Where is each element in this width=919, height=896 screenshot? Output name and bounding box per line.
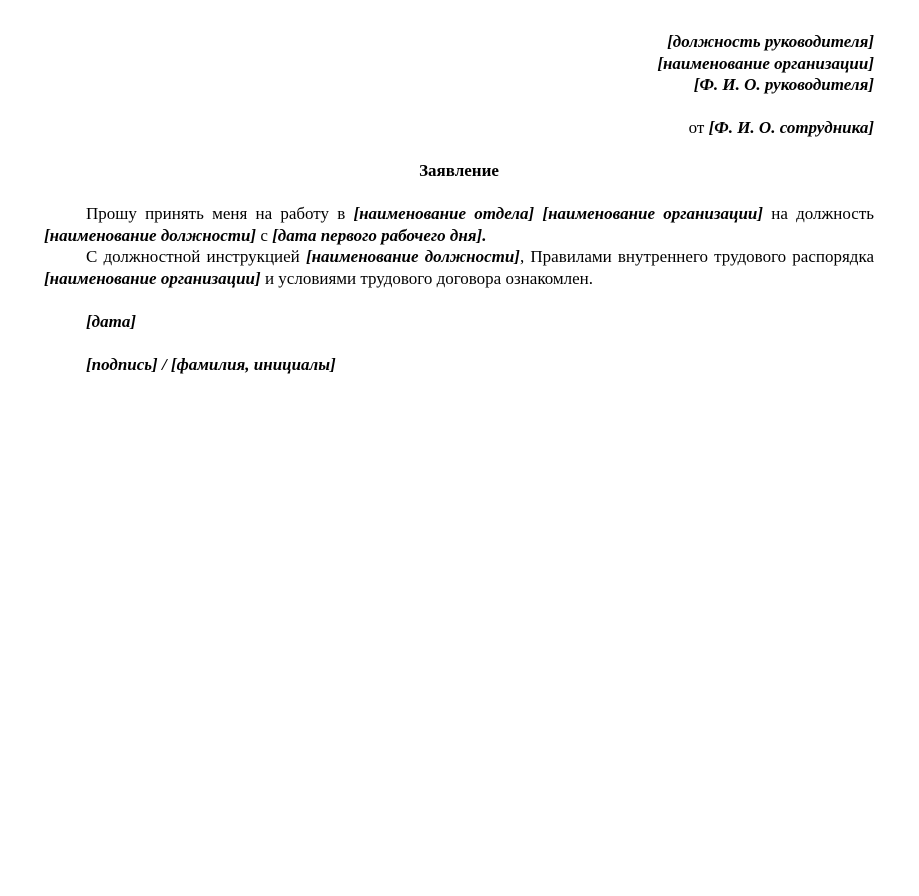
spacer — [44, 96, 874, 118]
request-text-1: Прошу принять меня на работу в — [86, 204, 354, 223]
position-placeholder: [наименование должности] — [305, 247, 520, 266]
request-text-3: на должность — [763, 204, 874, 223]
request-paragraph — [44, 203, 874, 246]
spacer — [44, 182, 874, 204]
position-placeholder: [наименование должности] — [44, 225, 257, 245]
addressee-block — [44, 31, 874, 139]
signature-placeholder: [подпись] / [фамилия, инициалы] — [86, 354, 336, 374]
employee-full-name: [Ф. И. О. сотрудника] — [708, 118, 874, 137]
first-day-placeholder: [дата первого рабочего дня]. — [272, 225, 487, 245]
document-page — [44, 31, 874, 375]
spacer — [44, 332, 874, 354]
sender-line — [44, 117, 874, 139]
spacer — [44, 139, 874, 161]
head-position: [должность руководителя] — [667, 32, 874, 51]
organization-name: [наименование организации] — [657, 53, 874, 73]
organization-placeholder: [наименование организации] — [542, 204, 764, 223]
ack-text-2: , Правилами внутреннего трудового распорядка — [519, 247, 874, 266]
department-placeholder: [наименование отдела] — [353, 204, 535, 223]
ack-text-3: и условиями трудового договора ознакомлен. — [260, 268, 594, 288]
request-text-4: с — [256, 225, 273, 245]
ack-text-1: С должностной инструкцией — [86, 247, 306, 266]
organization-placeholder: [наименование организации] — [44, 268, 261, 288]
acknowledgment-paragraph — [44, 246, 874, 289]
head-full-name: [Ф. И. О. руководителя] — [693, 75, 874, 94]
from-prefix: от — [688, 118, 705, 137]
spacer — [44, 289, 874, 311]
document-title: Заявление — [419, 161, 499, 180]
date-placeholder: [дата] — [86, 311, 136, 331]
